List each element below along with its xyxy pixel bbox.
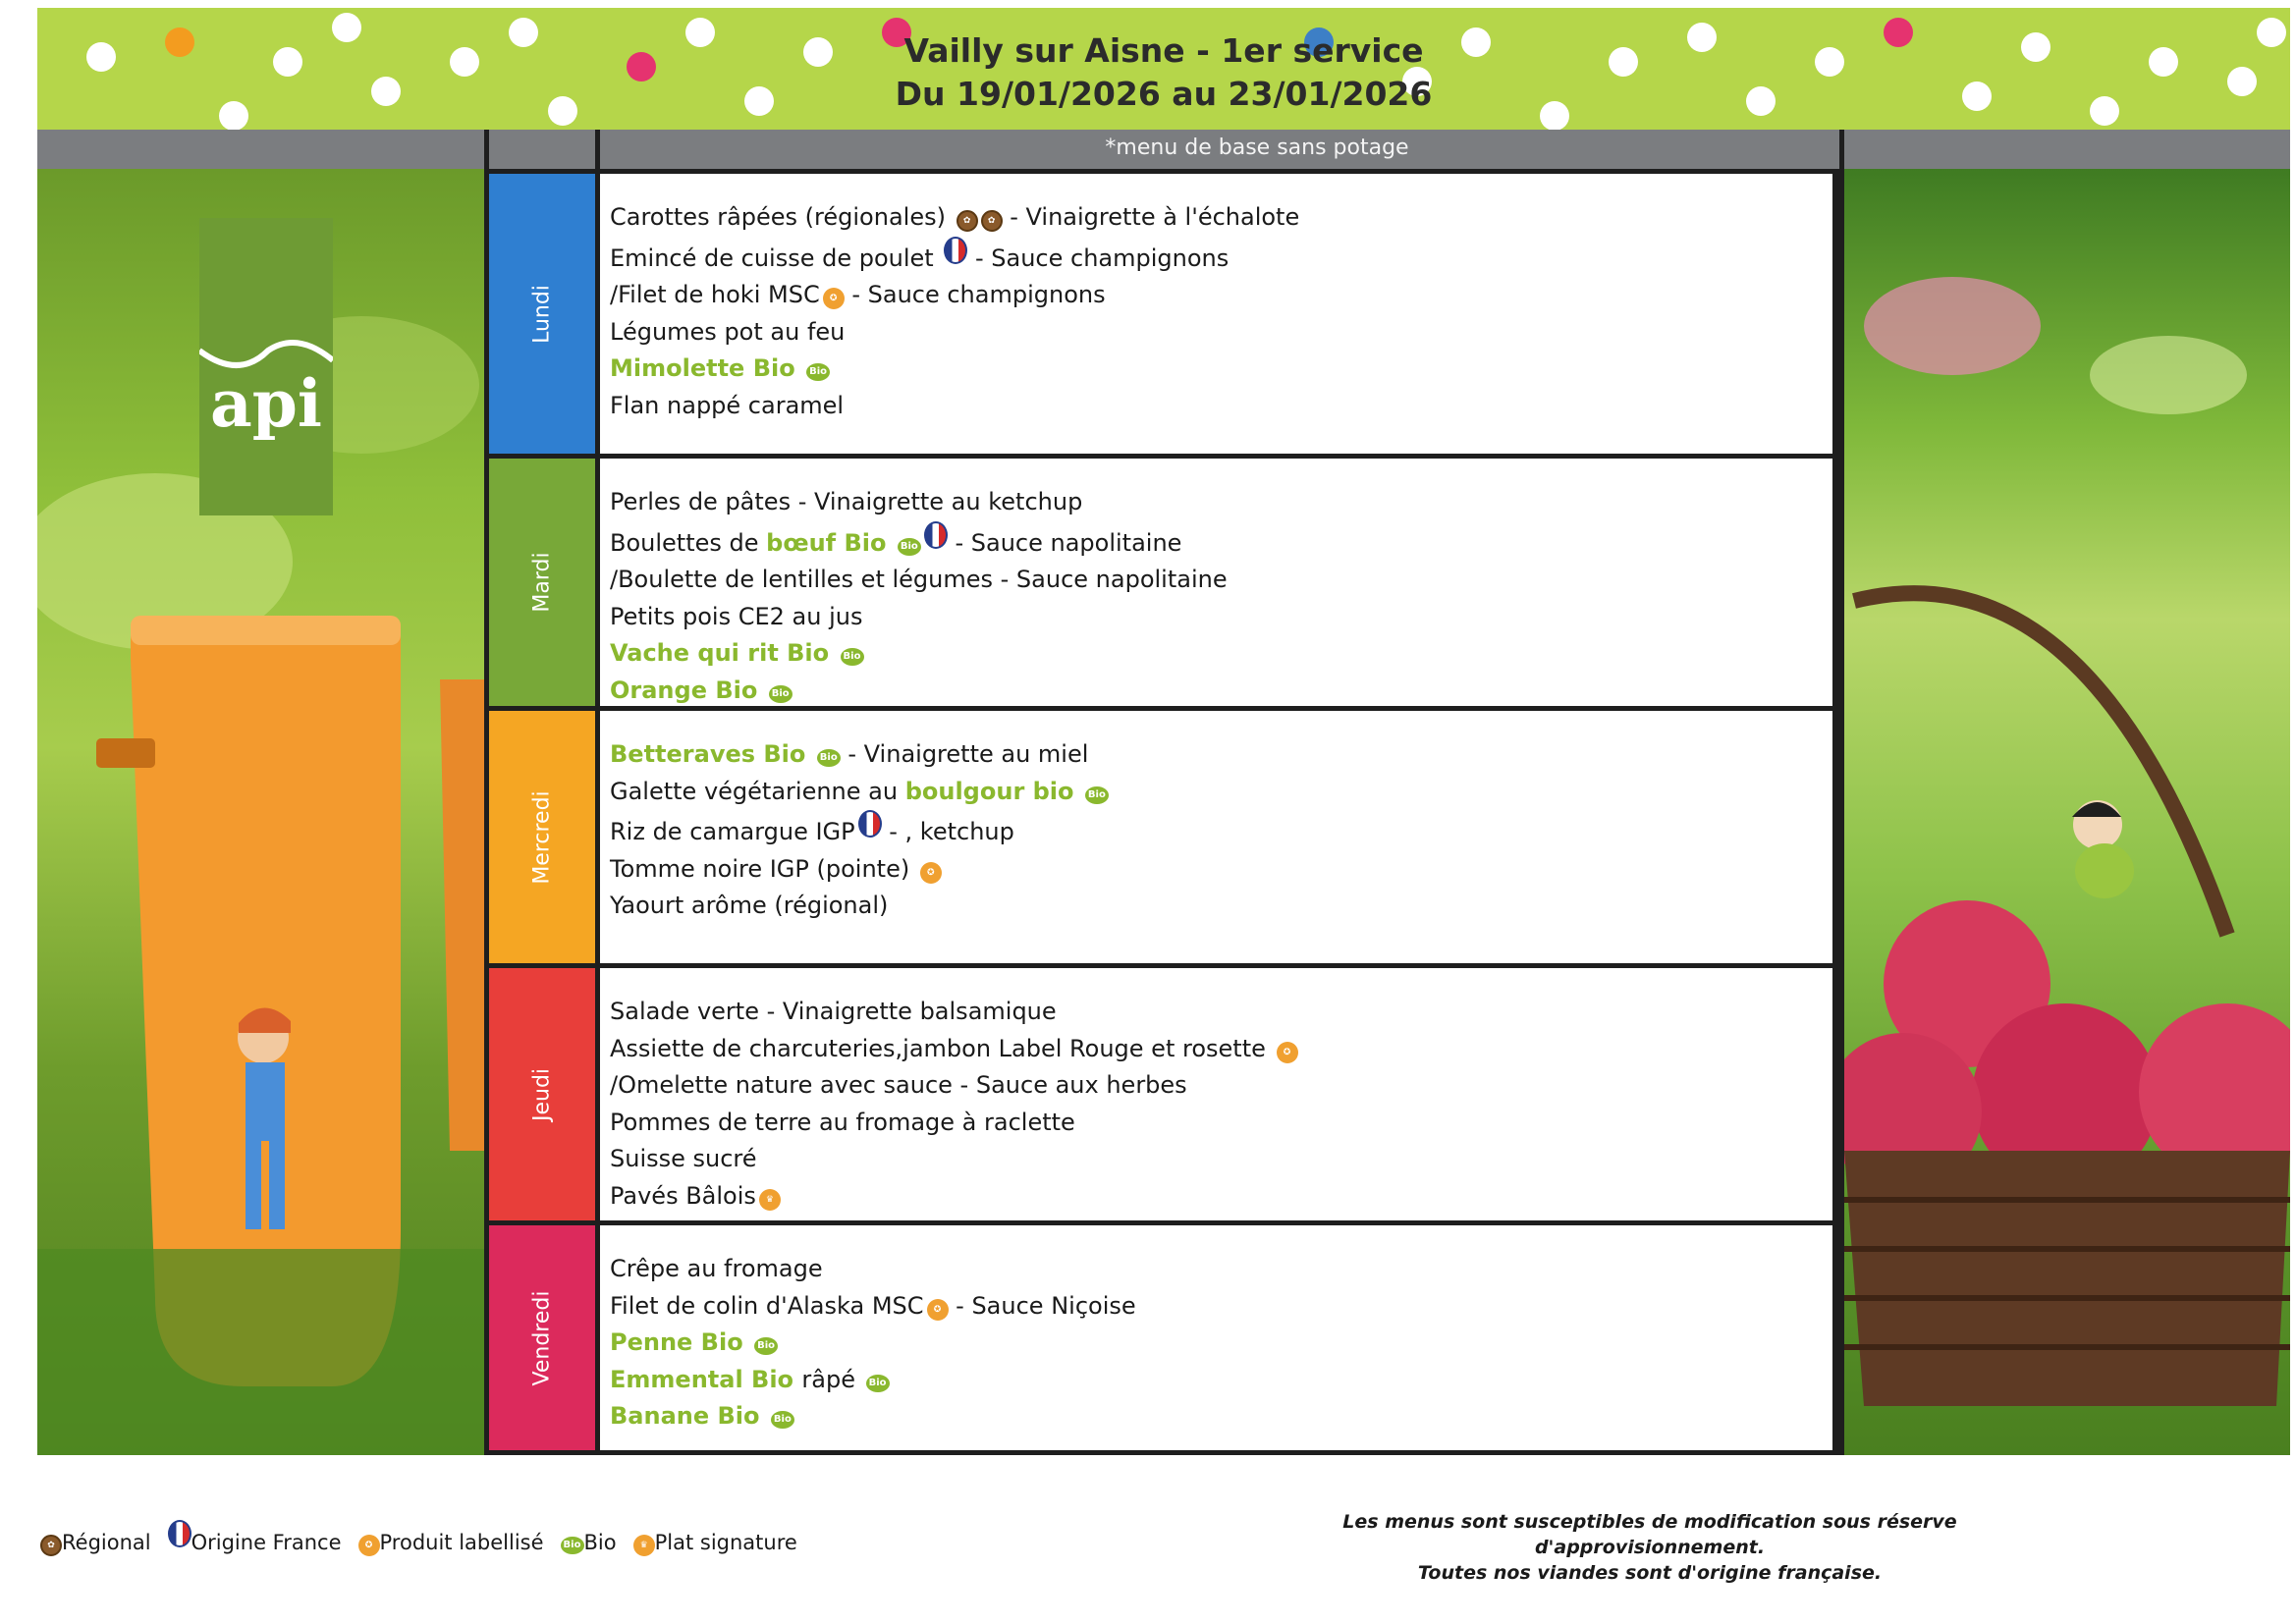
origine-france-icon (944, 237, 967, 264)
label-icon: ✪ (823, 288, 845, 309)
menu-text: Galette végétarienne au (610, 777, 905, 805)
origine-france-icon (168, 1520, 191, 1547)
legend-label: Régional (62, 1531, 151, 1554)
menu-text: Carottes râpées (régionales) (610, 203, 954, 231)
bio-product-text: boulgour bio (904, 777, 1082, 805)
signature-icon: ♛ (633, 1535, 655, 1556)
menu-item (610, 1398, 1832, 1435)
day-label: Mercredi (529, 789, 555, 885)
menu-text: Salade verte - Vinaigrette balsamique (610, 998, 1057, 1025)
menu-text: Crêpe au fromage (610, 1255, 823, 1282)
divider (595, 130, 600, 169)
menu-text: - Sauce napolitaine (947, 528, 1182, 557)
column-header-bar (37, 130, 2290, 169)
bio-icon: Bio (561, 1537, 584, 1554)
menu-item (610, 736, 1832, 774)
menu-item (610, 888, 1832, 925)
bio-icon: Bio (898, 538, 921, 556)
legend-label: Origine France (191, 1531, 342, 1554)
menu-item (610, 1031, 1832, 1068)
day-jeudi (489, 968, 595, 1220)
menu-text: - Sauce champignons (967, 244, 1230, 272)
menu-text: Pavés Bâlois (610, 1181, 756, 1210)
day-label: Vendredi (529, 1290, 555, 1385)
menu-text: Perles de pâtes - Vinaigrette au ketchup (610, 488, 1083, 515)
menu-item (610, 388, 1832, 425)
apple-basket-illustration (1844, 169, 2290, 1455)
regional-icon: ✿ (981, 210, 1003, 232)
right-decorative-photo (1844, 169, 2290, 1455)
menu-text: /Boulette de lentilles et légumes - Sauce napolitaine (610, 566, 1228, 593)
menu-item (610, 199, 1832, 237)
menu-text: Yaourt arôme (régional) (610, 892, 889, 919)
menu-cell-mercredi (600, 711, 1832, 963)
title-line-2: Du 19/01/2026 au 23/01/2026 (895, 75, 1433, 113)
menu-item (610, 810, 1832, 851)
page-title (37, 29, 2290, 116)
day-vendredi (489, 1225, 595, 1450)
menu-text: Riz de camargue IGP (610, 818, 855, 845)
day-lundi (489, 174, 595, 454)
legend-label: Produit labellisé (379, 1531, 544, 1554)
menu-text: Tomme noire IGP (pointe) (610, 854, 917, 883)
menu-text: Boulettes de (610, 528, 767, 557)
regional-icon: ✿ (957, 210, 978, 232)
label-icon: ✪ (358, 1535, 380, 1556)
menu-item (610, 1325, 1832, 1362)
day-label: Jeudi (529, 1067, 555, 1121)
legend-label: Plat signature (654, 1531, 797, 1554)
menu-item (610, 277, 1832, 314)
day-mardi (489, 459, 595, 706)
bio-product-text: Emmental Bio (610, 1365, 802, 1393)
bio-icon: Bio (806, 363, 830, 381)
menu-text: Flan nappé caramel (610, 391, 845, 419)
bio-product-text: Orange Bio (610, 676, 766, 704)
menu-cell-vendredi (600, 1225, 1832, 1450)
bio-icon: Bio (1085, 786, 1109, 804)
menu-item (610, 351, 1832, 388)
menu-item (610, 1178, 1832, 1216)
left-decorative-photo (37, 169, 484, 1455)
menu-cell-mardi (600, 459, 1832, 706)
menu-text: Emincé de cuisse de poulet (610, 244, 942, 272)
menu-item (610, 484, 1832, 521)
menu-item (610, 562, 1832, 599)
header-banner (37, 8, 2290, 130)
menu-text: /Omelette nature avec sauce - Sauce aux herbes (610, 1071, 1187, 1099)
bio-icon: Bio (841, 648, 864, 666)
bio-icon: Bio (817, 749, 841, 767)
bio-product-text: bœuf Bio (766, 528, 895, 557)
label-icon: ✪ (1277, 1042, 1298, 1063)
legend-label: Bio (583, 1531, 617, 1554)
menu-item (610, 994, 1832, 1031)
menu-text: - Vinaigrette au miel (840, 740, 1089, 768)
disclaimer (1277, 1509, 2023, 1586)
title-line-1: Vailly sur Aisne - 1er service (903, 31, 1424, 70)
menu-text: - Vinaigrette à l'échalote (1002, 203, 1300, 231)
label-icon: ✪ (927, 1299, 949, 1321)
bio-icon: Bio (771, 1411, 794, 1429)
day-label: Mardi (529, 552, 555, 613)
menu-text: Filet de colin d'Alaska MSC (610, 1291, 924, 1320)
menu-item (610, 1067, 1832, 1105)
divider (484, 130, 489, 169)
day-mercredi (489, 711, 595, 963)
menu-item (610, 1105, 1832, 1142)
menu-item (610, 1288, 1832, 1326)
menu-item (610, 673, 1832, 710)
label-icon: ✪ (920, 862, 942, 884)
menu-text: Légumes pot au feu (610, 317, 846, 346)
menu-text: Suisse sucré (610, 1145, 757, 1172)
bio-product-text: Penne Bio (610, 1328, 752, 1356)
bio-product-text: Banane Bio (610, 1402, 768, 1430)
menu-text: Pommes de terre au fromage à raclette (610, 1108, 1075, 1136)
day-label: Lundi (529, 284, 555, 344)
menu-text: /Filet de hoki MSC (610, 281, 820, 308)
menu-item (610, 521, 1832, 563)
menu-item (610, 237, 1832, 278)
logo-text: api (210, 365, 322, 442)
bio-icon: Bio (754, 1337, 778, 1355)
bio-product-text: Betteraves Bio (610, 740, 814, 768)
menu-table (484, 169, 1844, 1455)
menu-item (610, 635, 1832, 673)
menu-item (610, 1362, 1832, 1399)
menu-note: *menu de base sans potage (1105, 135, 1409, 160)
menu-text: Assiette de charcuteries,jambon Label Rouge et rosette (610, 1034, 1274, 1062)
disclaimer-line-2: Toutes nos viandes sont d'origine française. (1417, 1562, 1883, 1584)
menu-item (610, 1141, 1832, 1178)
menu-item (610, 599, 1832, 636)
bio-product-text: Mimolette Bio (610, 354, 804, 382)
menu-item (610, 774, 1832, 811)
menu-text: - Sauce champignons (844, 281, 1106, 308)
api-logo (199, 218, 333, 515)
menu-item (610, 1251, 1832, 1288)
icon-legend (37, 1520, 811, 1556)
menu-text: - , ketchup (881, 818, 1014, 845)
menu-text: râpé (801, 1365, 863, 1393)
origine-france-icon (924, 521, 948, 549)
menu-item (610, 851, 1832, 889)
bio-product-text: Vache qui rit Bio (610, 639, 838, 667)
menu-text: - Sauce Niçoise (948, 1291, 1136, 1320)
disclaimer-line-1: Les menus sont susceptibles de modification sous réserve d'approvisionnement. (1342, 1511, 1957, 1558)
menu-cell-lundi (600, 174, 1832, 454)
signature-icon: ♛ (759, 1189, 781, 1211)
bio-icon: Bio (769, 685, 793, 703)
menu-item (610, 314, 1832, 352)
menu-text: Petits pois CE2 au jus (610, 602, 863, 630)
regional-icon: ✿ (40, 1535, 62, 1556)
bio-icon: Bio (866, 1375, 890, 1392)
menu-cell-jeudi (600, 968, 1832, 1220)
origine-france-icon (858, 810, 882, 838)
